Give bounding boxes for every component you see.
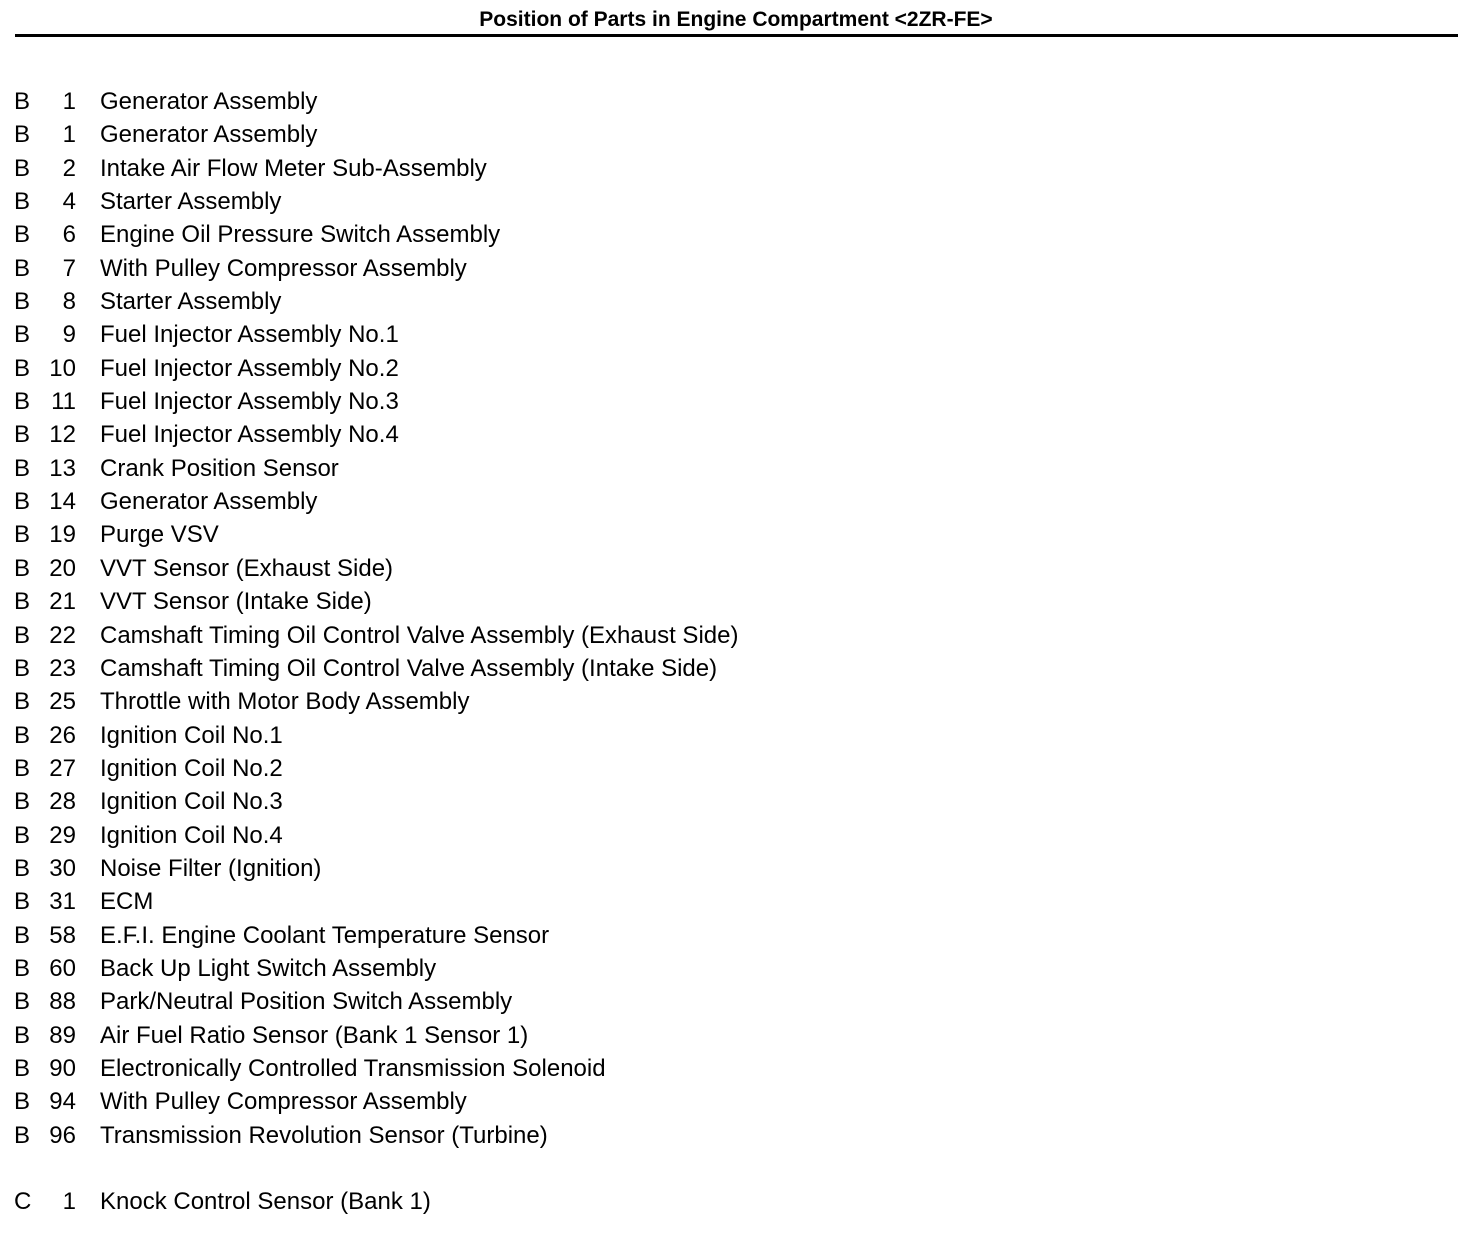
part-number: 7: [62, 254, 76, 282]
part-row: [0, 352, 1472, 385]
part-row: [0, 1019, 1472, 1052]
part-number: 1: [62, 88, 76, 115]
part-number: 8: [62, 288, 76, 316]
part-name: Generator Assembly: [100, 488, 318, 516]
part-name: Starter Assembly: [100, 188, 282, 216]
part-row: [0, 1085, 1472, 1118]
part-row: [0, 318, 1472, 351]
part-row: [0, 252, 1472, 285]
part-number: 60: [49, 954, 76, 982]
part-number: 89: [49, 1021, 76, 1049]
part-connector-letter: B: [14, 121, 31, 149]
part-name: Electronically Controlled Transmission Solenoid: [100, 1054, 606, 1082]
part-name: Purge VSV: [100, 521, 219, 549]
part-connector-letter: B: [14, 954, 31, 982]
part-number: 1: [62, 121, 76, 149]
part-number: 25: [49, 688, 76, 716]
part-number: 27: [49, 754, 76, 782]
part-row: [0, 485, 1472, 518]
part-number: 31: [49, 888, 76, 916]
part-name: VVT Sensor (Exhaust Side): [100, 554, 394, 582]
part-connector-letter: B: [14, 288, 31, 316]
part-row: [0, 785, 1472, 818]
part-number: 94: [49, 1088, 76, 1116]
part-row: [0, 885, 1472, 918]
part-connector-letter: B: [14, 421, 31, 449]
part-row: [0, 752, 1472, 785]
part-connector-letter: B: [14, 754, 31, 782]
part-connector-letter: B: [14, 321, 31, 349]
part-row: [0, 952, 1472, 985]
part-connector-letter: B: [14, 221, 31, 249]
part-row: [0, 385, 1472, 418]
part-number: 88: [49, 988, 76, 1016]
part-name: With Pulley Compressor Assembly: [100, 254, 467, 282]
part-number: 4: [62, 188, 76, 216]
part-row: [0, 118, 1472, 151]
part-number: 23: [49, 654, 76, 682]
part-name: Engine Oil Pressure Switch Assembly: [100, 221, 501, 249]
part-connector-letter: B: [14, 654, 31, 682]
part-row: [0, 685, 1472, 718]
part-connector-letter: B: [14, 988, 31, 1016]
group-separator: [0, 1152, 1472, 1185]
part-row: [0, 218, 1472, 251]
part-connector-letter: B: [14, 154, 31, 182]
part-connector-letter: B: [14, 921, 31, 949]
part-name: Ignition Coil No.1: [100, 721, 283, 749]
part-row: [0, 852, 1472, 885]
part-number: 28: [49, 788, 76, 816]
part-connector-letter: B: [14, 588, 31, 616]
page-title: Position of Parts in Engine Compartment <2ZR-FE>: [479, 8, 993, 31]
part-name: Fuel Injector Assembly No.3: [100, 388, 399, 416]
part-row: [0, 185, 1472, 218]
part-row: [0, 285, 1472, 318]
part-name: Noise Filter (Ignition): [100, 854, 322, 882]
part-number: 22: [49, 621, 76, 649]
part-connector-letter: B: [14, 888, 31, 916]
part-row: [0, 619, 1472, 652]
part-name: Air Fuel Ratio Sensor (Bank 1 Sensor 1): [100, 1021, 529, 1049]
part-number: 96: [49, 1121, 76, 1149]
part-connector-letter: B: [14, 388, 31, 416]
part-number: 58: [49, 921, 76, 949]
part-name: Intake Air Flow Meter Sub-Assembly: [100, 154, 487, 182]
part-connector-letter: B: [14, 554, 31, 582]
part-row: [0, 152, 1472, 185]
part-number: 90: [49, 1054, 76, 1082]
part-connector-letter: B: [14, 254, 31, 282]
parts-list: [0, 85, 1472, 1219]
part-row: [0, 719, 1472, 752]
part-connector-letter: B: [14, 521, 31, 549]
part-row: [0, 418, 1472, 451]
part-number: 20: [49, 554, 76, 582]
part-name: Park/Neutral Position Switch Assembly: [100, 988, 513, 1016]
part-row: [0, 452, 1472, 485]
part-name: Fuel Injector Assembly No.1: [100, 321, 399, 349]
part-name: Starter Assembly: [100, 288, 282, 316]
part-number: 14: [49, 488, 76, 516]
part-connector-letter: B: [14, 488, 31, 516]
part-name: Ignition Coil No.4: [100, 821, 283, 849]
part-row: [0, 1052, 1472, 1085]
part-row: [0, 552, 1472, 585]
part-connector-letter: B: [14, 1021, 31, 1049]
part-name: Ignition Coil No.3: [100, 788, 283, 816]
part-number: 19: [49, 521, 76, 549]
part-name: ECM: [100, 888, 154, 916]
part-row: [0, 585, 1472, 618]
part-row: [0, 652, 1472, 685]
part-number: 12: [49, 421, 76, 449]
part-number: 1: [62, 1188, 76, 1216]
part-row: [0, 518, 1472, 551]
part-name: E.F.I. Engine Coolant Temperature Sensor: [100, 921, 550, 949]
part-number: 9: [62, 321, 76, 349]
part-row: [0, 1119, 1472, 1152]
part-number: 10: [49, 354, 76, 382]
part-number: 26: [49, 721, 76, 749]
part-number: 2: [62, 154, 76, 182]
part-connector-letter: B: [14, 188, 31, 216]
part-row: [0, 85, 1472, 118]
part-row: [0, 819, 1472, 852]
part-connector-letter: B: [14, 88, 31, 115]
part-number: 6: [62, 221, 76, 249]
part-connector-letter: B: [14, 1121, 31, 1149]
part-row: [0, 919, 1472, 952]
part-number: 29: [49, 821, 76, 849]
part-name: Camshaft Timing Oil Control Valve Assembly (Intake Side): [100, 654, 718, 682]
part-name: Back Up Light Switch Assembly: [100, 954, 437, 982]
part-number: 11: [51, 388, 76, 416]
part-name: VVT Sensor (Intake Side): [100, 588, 372, 616]
part-name: Crank Position Sensor: [100, 454, 339, 482]
part-row: [0, 985, 1472, 1018]
title-underline: [15, 34, 1458, 37]
part-connector-letter: B: [14, 1088, 31, 1116]
part-connector-letter: B: [14, 1054, 31, 1082]
part-name: With Pulley Compressor Assembly: [100, 1088, 467, 1116]
part-number: 13: [49, 454, 76, 482]
part-number: 21: [49, 588, 76, 616]
part-name: Generator Assembly: [100, 121, 318, 149]
part-row: [0, 1185, 1472, 1218]
part-name: Fuel Injector Assembly No.2: [100, 354, 399, 382]
part-connector-letter: B: [14, 854, 31, 882]
part-number: 30: [49, 854, 76, 882]
part-name: Camshaft Timing Oil Control Valve Assembly (Exhaust Side): [100, 621, 739, 649]
part-name: Fuel Injector Assembly No.4: [100, 421, 399, 449]
part-name: Throttle with Motor Body Assembly: [100, 688, 470, 716]
part-name: Generator Assembly: [100, 88, 318, 115]
part-connector-letter: B: [14, 454, 31, 482]
part-connector-letter: C: [14, 1188, 32, 1216]
part-connector-letter: B: [14, 354, 31, 382]
part-connector-letter: B: [14, 621, 31, 649]
part-connector-letter: B: [14, 788, 31, 816]
part-connector-letter: B: [14, 721, 31, 749]
part-connector-letter: B: [14, 688, 31, 716]
part-name: Ignition Coil No.2: [100, 754, 283, 782]
part-connector-letter: B: [14, 821, 31, 849]
part-name: Knock Control Sensor (Bank 1): [100, 1188, 431, 1216]
part-name: Transmission Revolution Sensor (Turbine): [100, 1121, 548, 1149]
